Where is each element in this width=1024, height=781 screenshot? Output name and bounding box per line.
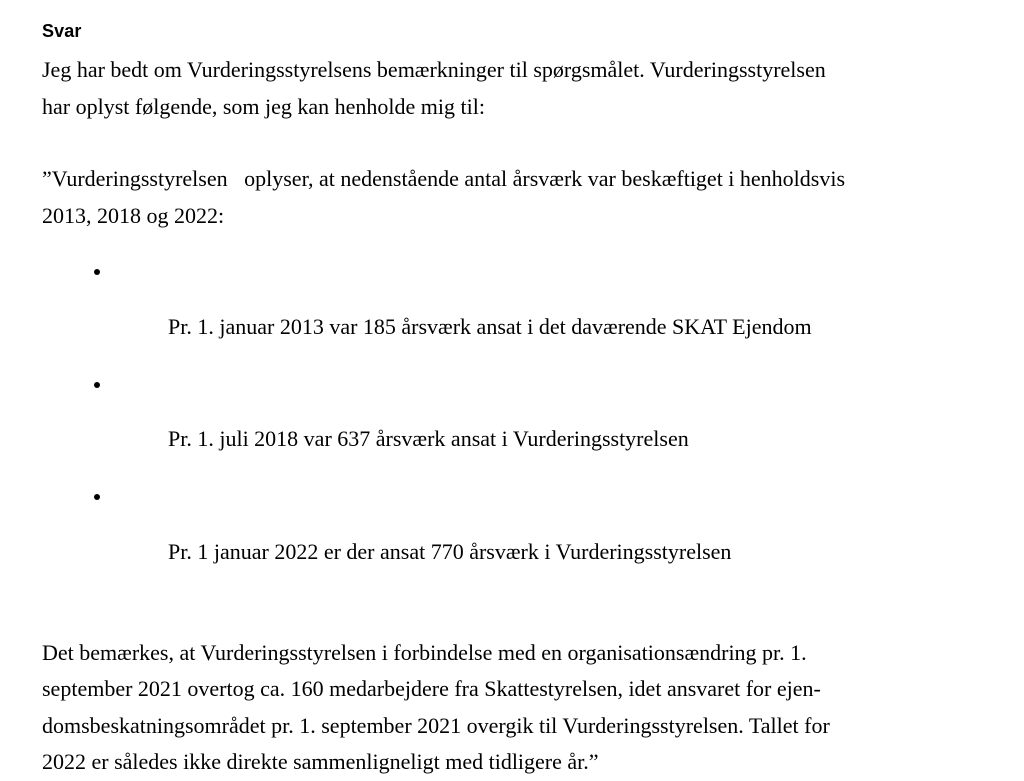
list-item-text: Pr. 1 januar 2022 er der ansat 770 årsværk i Vurderingsstyrelsen (168, 538, 732, 564)
text-line: Det bemærkes, at Vurderingsstyrelsen i forbindelse med en organisationsændring pr. 1. (42, 639, 807, 665)
list-item (42, 270, 994, 383)
bullet-icon (94, 269, 100, 275)
list-item-text: Pr. 1. juli 2018 var 637 årsværk ansat i Vurderingsstyrelsen (168, 426, 689, 451)
text-line: 2013, 2018 og 2022: (42, 202, 225, 228)
text-line: Jeg har bedt om Vurderingsstyrelsens bemærkninger til spørgsmålet. Vurderingsstyrelsen (42, 57, 826, 82)
list-item (42, 495, 994, 608)
text-line: ”Vurderingsstyrelsen oplyser, at nedenstående antal årsværk var beskæftiget i henholdsvis (42, 166, 846, 191)
text-line: september 2021 overtog ca. 160 medarbejdere fra Skattestyrelsen, idet ansvaret for ejen- (42, 676, 821, 701)
text-line: 2022 er således ikke direkte sammenligneligt med tidligere år.” (42, 749, 599, 774)
list-item (42, 383, 994, 496)
text-line: domsbeskatningsområdet pr. 1. september 2021 overgik til Vurderingsstyrelsen. Tallet for (42, 712, 830, 738)
bullet-list (42, 270, 994, 608)
paragraph-quote-open (42, 161, 994, 234)
paragraph-intro (42, 52, 994, 125)
bullet-icon (94, 382, 100, 388)
bullet-icon (94, 494, 100, 500)
text-line: har oplyst følgende, som jeg kan henholde mig til: (42, 93, 485, 119)
paragraph-remark (42, 635, 994, 781)
list-item-text: Pr. 1. januar 2013 var 185 årsværk ansat i det daværende SKAT Ejendom (168, 313, 812, 339)
document-heading: Svar (42, 21, 82, 41)
